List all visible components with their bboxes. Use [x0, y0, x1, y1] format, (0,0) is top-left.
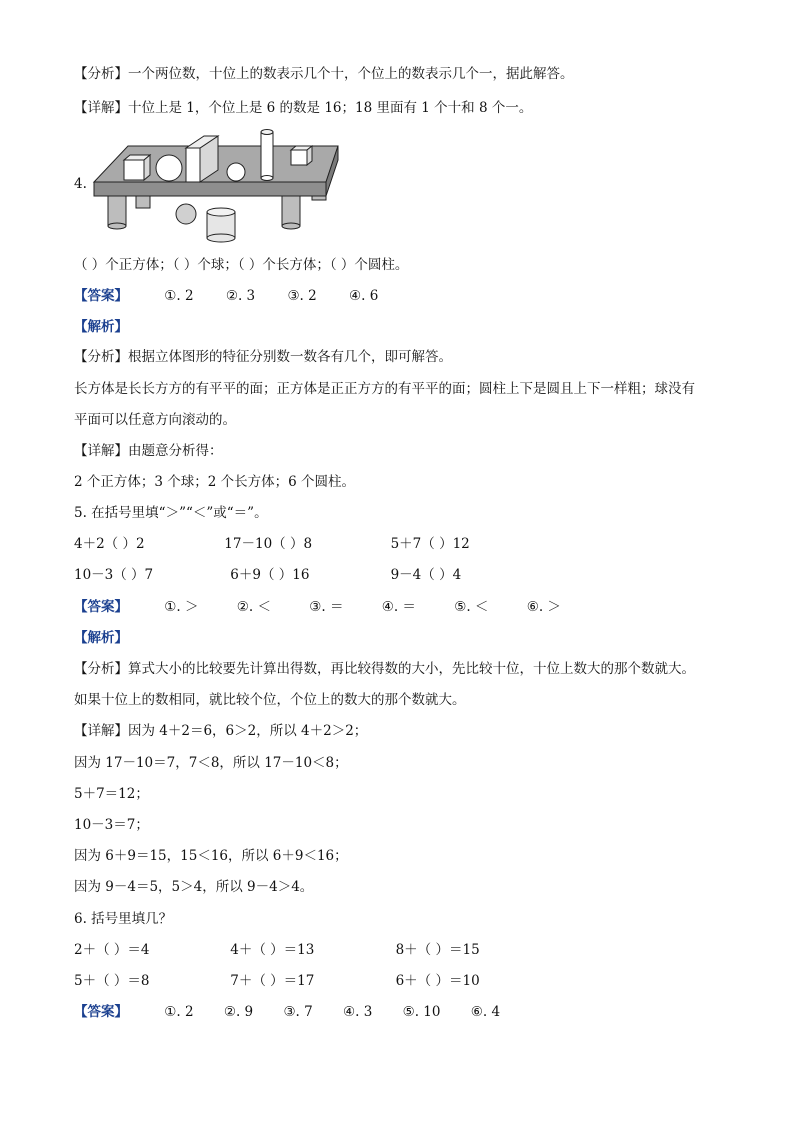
cube-left	[124, 155, 150, 180]
question-5-answer-row	[74, 597, 561, 617]
explanation-tag: 【解析】	[74, 630, 128, 646]
table-leg-front-right	[282, 196, 300, 226]
expression: 17－10（ ）8	[224, 536, 313, 552]
answer-item: ②. ＜	[236, 599, 271, 615]
question-5-row-1	[74, 534, 470, 554]
expression: 5＋（ ）＝8	[74, 973, 150, 989]
expression: 4＋2（ ）2	[74, 536, 145, 552]
question-4-blanks: （ ）个正方体；（ ）个球；（ ）个长方体；（ ）个圆柱。	[74, 257, 409, 273]
answer-item: ①. ＞	[164, 599, 199, 615]
answer-item: ⑤. 10	[402, 1004, 441, 1020]
answer-item: ③. ＝	[309, 599, 344, 615]
question-4-number: 4.	[74, 176, 87, 192]
detail-line: 因为 17－10＝7，7＜8，所以 17－10＜8；	[74, 755, 348, 771]
expression: 9－4（ ）4	[390, 567, 462, 583]
expression: 5＋7（ ）12	[390, 536, 470, 552]
answer-item: ⑤. ＜	[454, 599, 489, 615]
analysis-line: 【分析】一个两位数，十位上的数表示几个十，个位上的数表示几个一，据此解答。	[74, 66, 574, 82]
question-6-row-1	[74, 940, 480, 960]
question-6-title: 6. 括号里填几？	[74, 911, 173, 927]
table-front	[94, 182, 326, 196]
answer-item: ③. 2	[287, 288, 317, 304]
cylinder-under-table	[207, 208, 235, 242]
ball-under-table	[176, 204, 196, 224]
answer-item: ④. ＝	[381, 599, 416, 615]
ball-large	[156, 155, 182, 181]
answer-item: ④. 6	[349, 288, 379, 304]
explanation-tag: 【解析】	[74, 319, 128, 335]
detail-line: 因为 6＋9＝15，15＜16，所以 6＋9＜16；	[74, 848, 348, 864]
question-6-answer-row	[74, 1002, 500, 1022]
answer-item: ③. 7	[283, 1004, 313, 1020]
expression: 6＋9（ ）16	[230, 567, 310, 583]
answer-item: ①. 2	[164, 288, 194, 304]
detail-line: 因为 9－4＝5，5＞4，所以 9－4＞4。	[74, 879, 314, 895]
table-leg-front-left	[108, 196, 126, 226]
answer-tag: 【答案】	[74, 1004, 128, 1020]
answer-item: ④. 3	[343, 1004, 373, 1020]
expression: 2＋（ ）＝4	[74, 942, 150, 958]
answer-tag: 【答案】	[74, 288, 128, 304]
detail-line: 2 个正方体；3 个球；2 个长方体；6 个圆柱。	[74, 474, 356, 490]
detail-line: 10－3＝7；	[74, 817, 149, 833]
answer-item: ⑥. ＞	[526, 599, 561, 615]
answer-item: ②. 9	[223, 1004, 254, 1020]
question-5-row-2	[74, 565, 461, 585]
expression: 8＋（ ）＝15	[395, 942, 480, 958]
expression: 10－3（ ）7	[74, 567, 154, 583]
analysis-line: 长方体是长长方方的有平平的面；正方体是正正方方的有平平的面；圆柱上下是圆且上下一样粗；球没有	[74, 381, 695, 397]
detail-line: 【详解】十位上是 1，个位上是 6 的数是 16；18 里面有 1 个十和 8 个一。	[74, 100, 533, 116]
expression: 6＋（ ）＝10	[395, 973, 480, 989]
ball-small	[227, 163, 245, 181]
detail-line: 5＋7＝12；	[74, 786, 149, 802]
answer-tag: 【答案】	[74, 599, 128, 615]
answer-item: ⑥. 4	[470, 1004, 501, 1020]
detail-line: 【详解】因为 4＋2＝6，6＞2，所以 4＋2＞2；	[74, 723, 368, 739]
detail-line: 【详解】由题意分析得：	[74, 443, 223, 459]
expression: 7＋（ ）＝17	[230, 973, 315, 989]
solids-on-table-figure	[90, 128, 346, 246]
question-4-answer-row	[74, 286, 378, 306]
analysis-line: 【分析】根据立体图形的特征分别数一数各有几个，即可解答。	[74, 349, 452, 365]
analysis-line: 如果十位上的数相同，就比较个位，个位上的数大的那个数就大。	[74, 692, 466, 708]
analysis-line: 平面可以任意方向滚动的。	[74, 412, 236, 428]
analysis-line: 【分析】算式大小的比较要先计算出得数，再比较得数的大小，先比较十位，十位上数大的那个数就大。	[74, 661, 695, 677]
cube-right	[291, 146, 312, 165]
expression: 4＋（ ）＝13	[230, 942, 315, 958]
answer-item: ①. 2	[164, 1004, 194, 1020]
tall-cylinder	[261, 130, 273, 181]
question-6-row-2	[74, 971, 480, 991]
question-5-title: 5. 在括号里填“＞”“＜”或“＝”。	[74, 505, 268, 521]
answer-item: ②. 3	[225, 288, 256, 304]
